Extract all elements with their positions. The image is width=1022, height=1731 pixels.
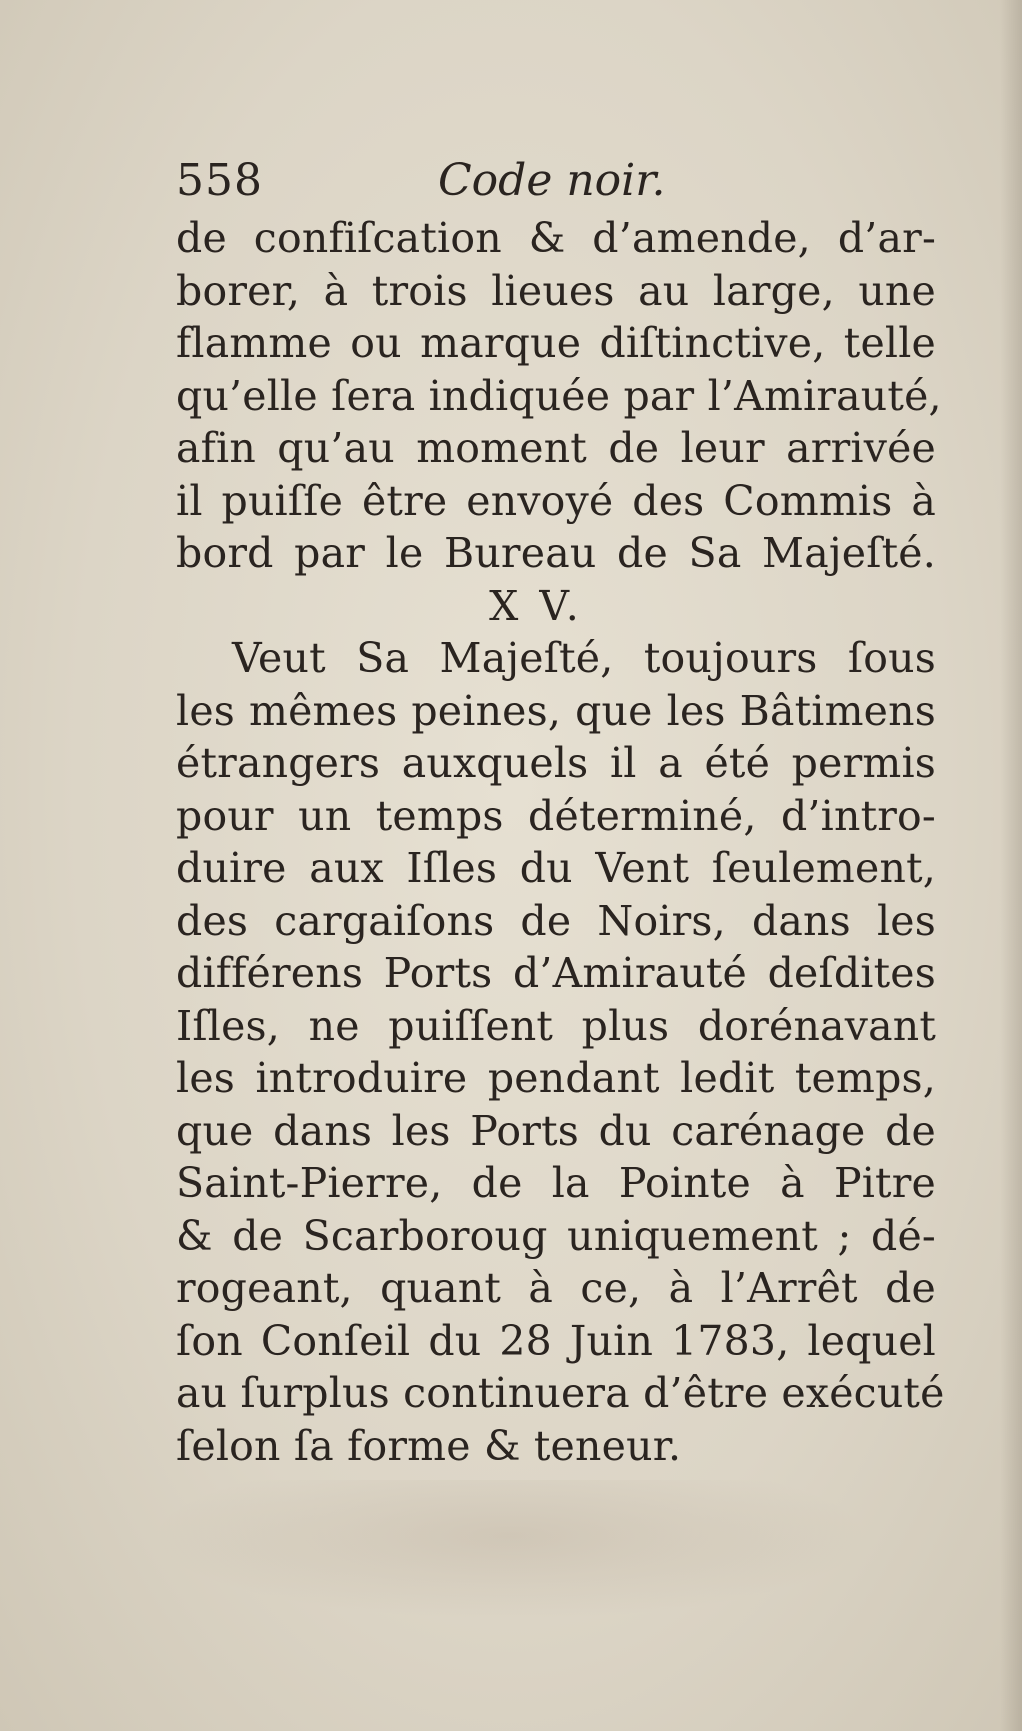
text-line: Iſles, ne puiſſent plus dorénavant (176, 1001, 936, 1050)
text-line: que dans les Ports du carénage de (176, 1106, 936, 1155)
text-line: Saint-Pierre, de la Pointe à Pitre (176, 1159, 936, 1207)
section-heading: X V. (489, 581, 583, 630)
text-line: étrangers auxquels il a été permis (176, 739, 936, 787)
text-line: flamme ou marque diſtinctive, telle (176, 319, 936, 367)
ink-bleed-through (150, 1480, 870, 1620)
text-line: différens Ports d’Amirauté deſdites (176, 949, 936, 997)
text-line: Veut Sa Majeſté, toujours ſous (232, 634, 936, 682)
text-line: de confiſcation & d’amende, d’ar- (176, 214, 936, 262)
text-line: au ſurplus continuera d’être exécuté (176, 1369, 945, 1417)
text-line-last: ſelon ſa forme & teneur. (176, 1421, 682, 1470)
text-line: borer, à trois lieues au large, une (176, 266, 936, 315)
text-line: des cargaiſons de Noirs, dans les (176, 896, 936, 945)
running-title: Code noir. (438, 155, 666, 206)
text-line: il puiſſe être envoyé des Commis à (176, 476, 936, 525)
text-line: duire aux Iſles du Vent ſeulement, (176, 844, 936, 892)
page-header (176, 150, 936, 212)
text-line: les mêmes peines, que les Bâtimens (176, 686, 936, 735)
text-line: les introduire pendant ledit temps, (176, 1054, 936, 1102)
text-line: & de Scarboroug uniquement ; dé- (176, 1211, 936, 1260)
page-number: 558 (176, 155, 263, 206)
text-line: bord par le Bureau de Sa Majeſté. (176, 529, 936, 577)
text-line: ſon Conſeil du 28 Juin 1783, lequel (176, 1316, 936, 1365)
text-line: rogeant, quant à ce, à l’Arrêt de (176, 1264, 936, 1312)
text-line: qu’elle ſera indiquée par l’Amirauté, (176, 371, 942, 420)
text-block (176, 150, 945, 1472)
page-edge-shadow (1000, 0, 1022, 1731)
text-line: afin qu’au moment de leur arrivée (176, 424, 936, 472)
text-line: pour un temps déterminé, d’intro- (176, 791, 936, 840)
